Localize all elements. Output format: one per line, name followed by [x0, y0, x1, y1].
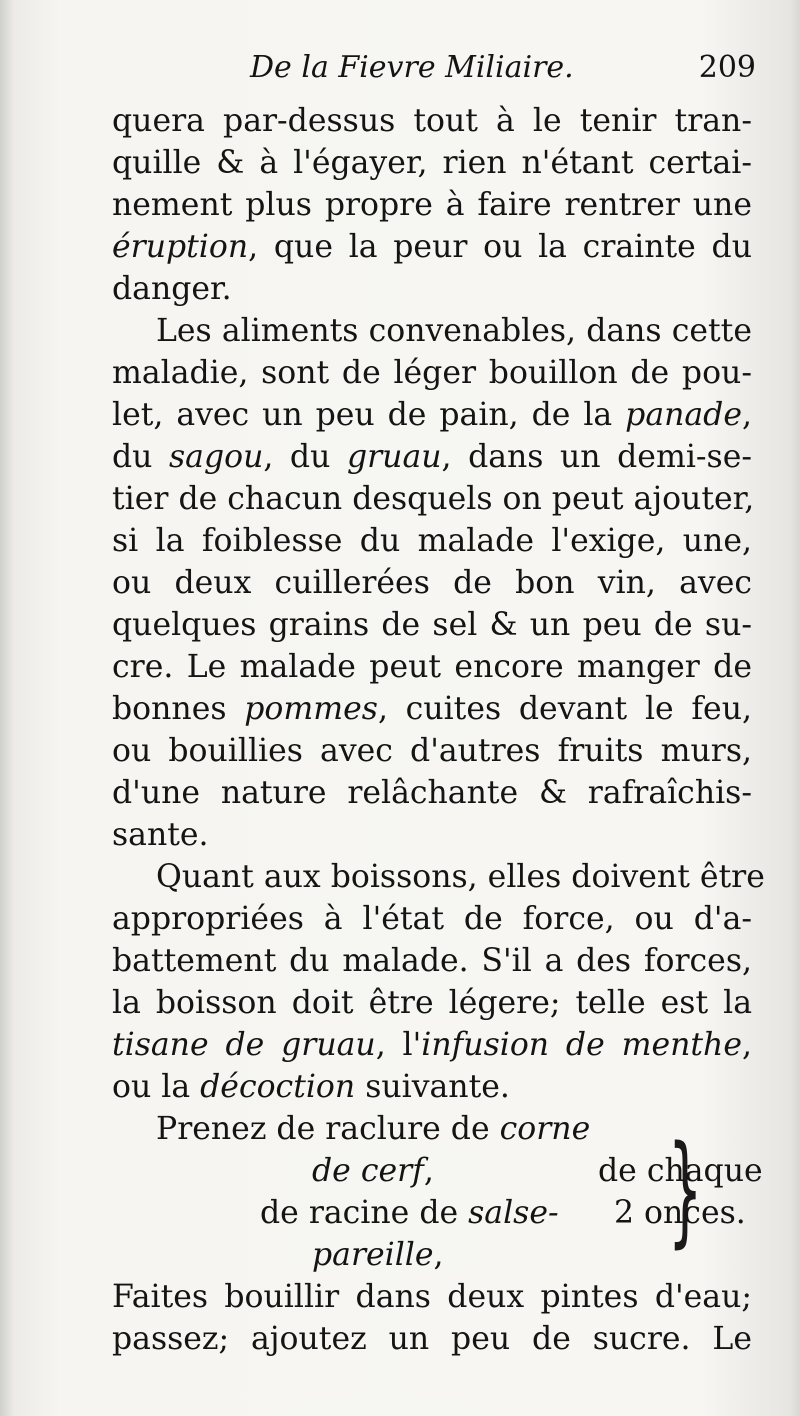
text-line: quelques grains de sel & un peu de su-: [112, 607, 752, 643]
text-line: cre. Le malade peut encore manger de: [112, 649, 752, 685]
text-line: la boisson doit être légere; telle est la: [112, 985, 752, 1021]
text-line: tier de chacun desquels on peut ajouter,: [112, 481, 755, 517]
text-line: passez; ajoutez un peu de sucre. Le: [112, 1321, 752, 1357]
running-title: De la Fievre Miliaire.: [250, 50, 574, 85]
text-line: si la foiblesse du malade l'exige, une,: [112, 523, 752, 559]
text-line: battement du malade. S'il a des forces,: [112, 943, 752, 979]
text-line: tisane de gruau, l'infusion de menthe,: [112, 1027, 752, 1063]
text-line: maladie, sont de léger bouillon de pou-: [112, 355, 752, 391]
recipe-quantity: de chaque: [598, 1153, 763, 1189]
text-line: let, avec un peu de pain, de la panade,: [112, 397, 752, 433]
text-line: nement plus propre à faire rentrer une: [112, 187, 752, 223]
text-line: Quant aux boissons, elles doivent être: [156, 859, 765, 895]
italic-term: sagou: [169, 439, 264, 475]
text-line: quille & à l'égayer, rien n'étant certai-: [112, 145, 752, 181]
text-line: sante.: [112, 817, 209, 853]
italic-term: pommes: [244, 691, 378, 727]
page-number: 209: [698, 50, 756, 85]
text-line: bonnes pommes, cuites devant le feu,: [112, 691, 752, 727]
recipe-quantity: 2 onces.: [614, 1195, 746, 1231]
text-line: appropriées à l'état de force, ou d'a-: [112, 901, 752, 937]
text-line: d'une nature relâchante & rafraîchis-: [112, 775, 752, 811]
text-line: quera par-dessus tout à le tenir tran-: [112, 103, 752, 139]
curly-brace-icon: }: [668, 1121, 703, 1260]
text-line: éruption, que la peur ou la crainte du: [112, 229, 752, 265]
italic-term: décoction: [200, 1069, 356, 1105]
recipe-block: [112, 1108, 763, 1276]
italic-term: tisane de gruau: [112, 1027, 376, 1063]
italic-term: panade: [625, 397, 742, 433]
recipe-line: de cerf,: [312, 1153, 434, 1189]
body-text: [112, 100, 765, 1360]
text-line: du sagou, du gruau, dans un demi-se-: [112, 439, 752, 475]
recipe-line: pareille,: [312, 1237, 444, 1273]
recipe-line: de racine de salse-: [260, 1195, 559, 1231]
text-line: ou deux cuillerées de bon vin, avec: [112, 565, 752, 601]
text-line: ou bouillies avec d'autres fruits murs,: [112, 733, 752, 769]
text-line: ou la décoction suivante.: [112, 1069, 510, 1105]
text-line: danger.: [112, 271, 232, 307]
text-line: Les aliments convenables, dans cette: [156, 313, 752, 349]
page-header: [250, 50, 760, 90]
recipe-line: Prenez de raclure de corne: [156, 1111, 591, 1147]
italic-term: éruption: [112, 229, 249, 265]
italic-term: gruau: [346, 439, 442, 475]
italic-term: infusion de menthe: [421, 1027, 742, 1063]
text-line: Faites bouillir dans deux pintes d'eau;: [112, 1279, 752, 1315]
